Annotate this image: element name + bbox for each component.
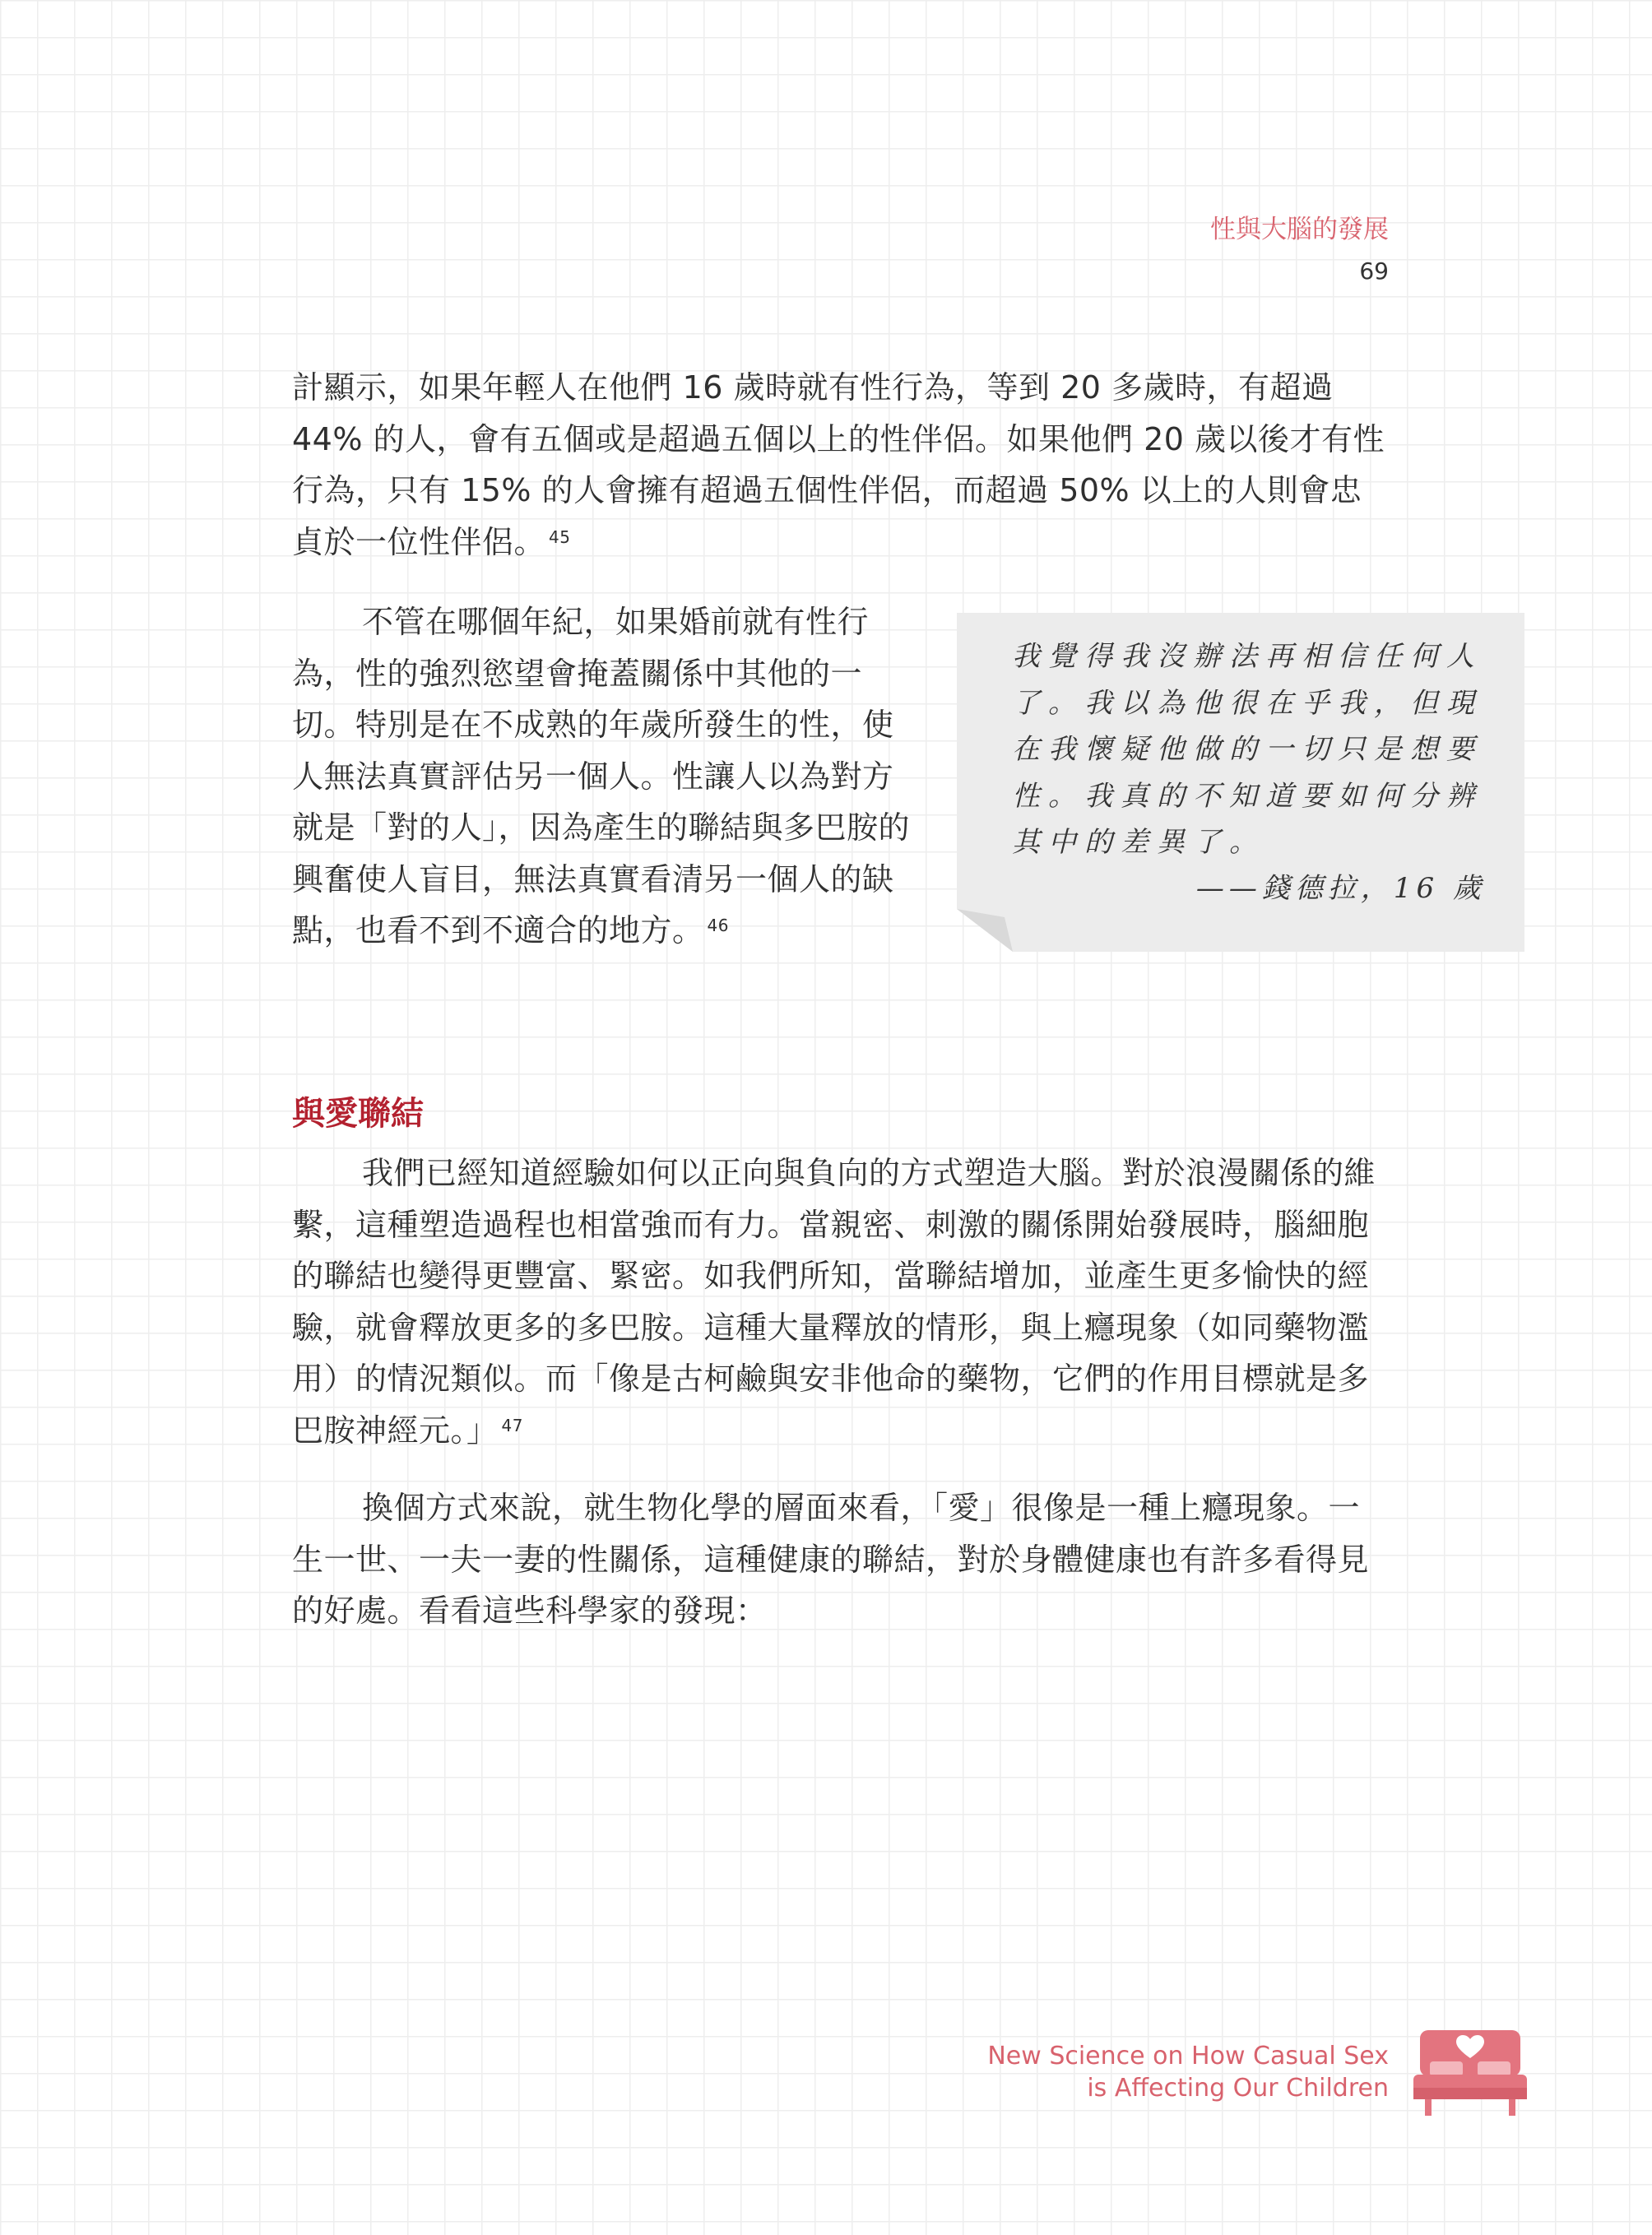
section-heading: 與愛聯結 xyxy=(292,1095,424,1133)
body-paragraph-3 xyxy=(292,1148,1390,1456)
footnote-ref: 45 xyxy=(549,526,571,547)
footnote-ref: 47 xyxy=(501,1415,523,1435)
page-number: 69 xyxy=(1359,257,1389,285)
quote-attribution: ——錢德拉，16 歲 xyxy=(1195,872,1486,905)
paragraph-text: 我們已經知道經驗如何以正向與負向的方式塑造大腦。對於浪漫關係的維繫，這種塑造過程也相當強而有力。當親密、刺激的關係開始發展時，腦細胞的聯結也變得更豐富、緊密。如我們所知，當聯結增加，並產生更多愉快的經驗，就會釋放更多的多巴胺。這種大量釋放的情形，與上癮現象（如同藥物濫用）的情況類似。而「像是古柯鹼與安非他命的藥物，它們的作用目標就是多巴胺神經元。」 xyxy=(292,1155,1376,1449)
paragraph-text: 不管在哪個年紀，如果婚前就有性行為，性的強烈慾望會掩蓋關係中其他的一切。特別是在不成熟的年歲所發生的性，使人無法真實評估另一個人。性讓人以為對方就是「對的人」，因為產生的聯結與多巴胺的興奮使人盲目，無法真實看清另一個人的缺點，也看不到不適合的地方。 xyxy=(292,604,911,948)
body-paragraph-4 xyxy=(292,1482,1390,1637)
bed-heart-icon xyxy=(1413,2025,1527,2119)
body-paragraph-2 xyxy=(292,596,913,957)
running-header-title: 性與大腦的發展 xyxy=(1210,215,1389,244)
book-title-footer xyxy=(987,2040,1389,2104)
footer-line-1: New Science on How Casual Sex xyxy=(987,2042,1389,2070)
paragraph-text: 計顯示，如果年輕人在他們 16 歲時就有性行為，等到 20 多歲時，有超過 44% 的人，會有五個或是超過五個以上的性伴侶。如果他們 20 歲以後才有性行為，只有 15% 的人會擁有超過五個性伴侶，而超過 50% 以上的人則會忠貞於一位性伴侶。 xyxy=(292,369,1385,560)
footnote-ref: 46 xyxy=(707,916,729,935)
footer-line-2: is Affecting Our Children xyxy=(1087,2074,1389,2103)
quote-text: 我覺得我沒辦法再相信任何人了。我以為他很在乎我，但現在我懷疑他做的一切只是想要性。我真的不知道要如何分辨其中的差異了。 xyxy=(1012,640,1483,859)
paragraph-text: 換個方式來說，就生物化學的層面來看，「愛」很像是一種上癮現象。一生一世、一夫一妻的性關係，這種健康的聯結，對於身體健康也有許多看得見的好處。看看這些科學家的發現： xyxy=(292,1490,1370,1629)
body-paragraph-1 xyxy=(292,362,1390,568)
